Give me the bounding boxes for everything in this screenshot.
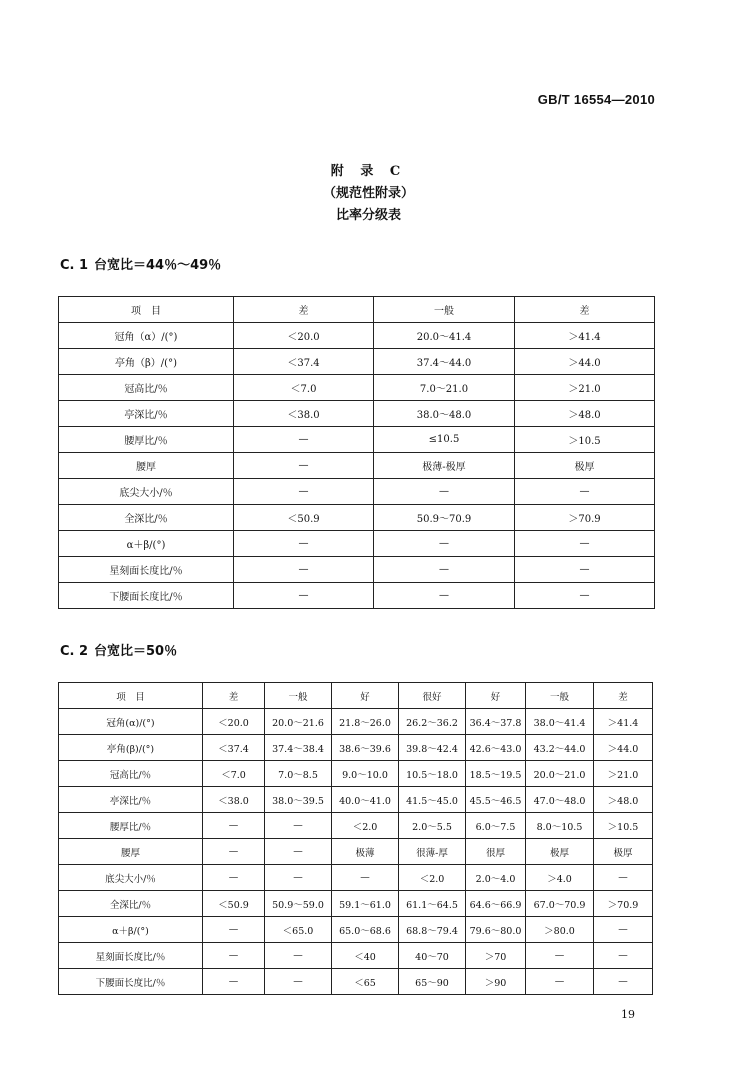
appendix-subtitle: （规范性附录） <box>322 186 414 201</box>
table1-cell: ＞44.0 <box>515 349 655 375</box>
table2-cell: 很薄-厚 <box>399 839 466 865</box>
table1-cell: — <box>234 427 374 453</box>
table2-cell: ＜2.0 <box>399 865 466 891</box>
table2-cell: ＜2.0 <box>332 813 399 839</box>
table1-row <box>59 453 655 479</box>
table2-cell: ＞48.0 <box>594 787 653 813</box>
table1-row-label: 下腰面长度比/％ <box>59 583 234 609</box>
table1-row <box>59 583 655 609</box>
table1-row-label: 腰厚 <box>59 453 234 479</box>
table1-row-label: 亭深比/％ <box>59 401 234 427</box>
table2-cell: 21.8～26.0 <box>332 709 399 735</box>
table1-cell: — <box>515 583 655 609</box>
table2-row-label: 冠角(α)/(°) <box>59 709 203 735</box>
table1-header-cell: 一般 <box>374 297 515 323</box>
table2-cell: ＜20.0 <box>203 709 265 735</box>
table2-cell: — <box>203 969 265 995</box>
table1-row-label: 底尖大小/％ <box>59 479 234 505</box>
table2-header-cell: 差 <box>203 683 265 709</box>
table2-cell: ＜40 <box>332 943 399 969</box>
table1-header-cell: 差 <box>234 297 374 323</box>
table2-cell: ＞21.0 <box>594 761 653 787</box>
table2-cell: 极厚 <box>526 839 594 865</box>
table2-cell: — <box>526 943 594 969</box>
table2-cell: 43.2～44.0 <box>526 735 594 761</box>
table2-cell: 50.9～59.0 <box>265 891 332 917</box>
table2-cell: 2.0～4.0 <box>466 865 526 891</box>
table1-cell: ＜7.0 <box>234 375 374 401</box>
table1-row <box>59 375 655 401</box>
page-number: 19 <box>621 1008 635 1021</box>
section-2-heading <box>60 640 177 659</box>
table1-cell: ＞41.4 <box>515 323 655 349</box>
table2-cell: — <box>203 865 265 891</box>
table2-cell: 79.6～80.0 <box>466 917 526 943</box>
table2-header-cell: 很好 <box>399 683 466 709</box>
table2-row <box>59 917 653 943</box>
table1-row <box>59 401 655 427</box>
table2-cell: 2.0～5.5 <box>399 813 466 839</box>
appendix-title: 附 录 C <box>330 164 407 179</box>
table2-cell: 67.0～70.9 <box>526 891 594 917</box>
table2-cell: 59.1～61.0 <box>332 891 399 917</box>
table2-cell: 很厚 <box>466 839 526 865</box>
section-1-heading <box>60 254 221 273</box>
table2-cell: — <box>203 839 265 865</box>
table1-row <box>59 349 655 375</box>
table2-cell: 36.4～37.8 <box>466 709 526 735</box>
table1-row-label: α＋β/(°) <box>59 531 234 557</box>
table2-cell: ＞70 <box>466 943 526 969</box>
table2-cell: 47.0～48.0 <box>526 787 594 813</box>
table2-row-label: 腰厚 <box>59 839 203 865</box>
table2-cell: ＞10.5 <box>594 813 653 839</box>
table2-header-cell: 好 <box>466 683 526 709</box>
table2-cell: 38.0～39.5 <box>265 787 332 813</box>
table2-cell: 68.8～79.4 <box>399 917 466 943</box>
table2-row-label: 底尖大小/％ <box>59 865 203 891</box>
table2-cell: ＜7.0 <box>203 761 265 787</box>
table1-row-label: 腰厚比/％ <box>59 427 234 453</box>
table2-cell: 38.6～39.6 <box>332 735 399 761</box>
table1-row-label: 冠高比/％ <box>59 375 234 401</box>
standard-code: GB/T 16554—2010 <box>537 92 655 107</box>
table1-cell: — <box>515 479 655 505</box>
table1-cell: — <box>515 531 655 557</box>
table2-cell: — <box>265 969 332 995</box>
table2-cell: 40.0～41.0 <box>332 787 399 813</box>
table2-row <box>59 761 653 787</box>
table1-cell: — <box>374 531 515 557</box>
table1-row <box>59 557 655 583</box>
table1-cell: — <box>374 557 515 583</box>
table2-cell: ＞70.9 <box>594 891 653 917</box>
section-2-title: 台宽比＝50％ <box>94 644 178 659</box>
table1-cell: — <box>234 531 374 557</box>
table2-cell: — <box>594 969 653 995</box>
table2-cell: 61.1～64.5 <box>399 891 466 917</box>
table2-cell: ＞44.0 <box>594 735 653 761</box>
table2-header-cell: 好 <box>332 683 399 709</box>
table1-cell: ＜38.0 <box>234 401 374 427</box>
table2-row <box>59 839 653 865</box>
table2-header-row <box>59 683 653 709</box>
table2-cell: 7.0～8.5 <box>265 761 332 787</box>
table2-cell: 8.0～10.5 <box>526 813 594 839</box>
table1-cell: ＜50.9 <box>234 505 374 531</box>
table1-row <box>59 323 655 349</box>
section-1-title: 台宽比＝44％～49％ <box>94 258 222 273</box>
table2-cell: — <box>265 839 332 865</box>
table2-row-label: 冠高比/％ <box>59 761 203 787</box>
table2-cell: 26.2～36.2 <box>399 709 466 735</box>
table1-cell: 38.0～48.0 <box>374 401 515 427</box>
ratio-table-2 <box>58 682 653 995</box>
section-1-number: C. 1 <box>60 258 89 273</box>
table2-cell: — <box>594 865 653 891</box>
table2-cell: — <box>265 865 332 891</box>
table2-cell: 39.8～42.4 <box>399 735 466 761</box>
table2-row-label: 星刻面长度比/％ <box>59 943 203 969</box>
table1-cell: ＞70.9 <box>515 505 655 531</box>
table2-cell: 64.6～66.9 <box>466 891 526 917</box>
table2-row-label: 全深比/％ <box>59 891 203 917</box>
table2-cell: 20.0～21.0 <box>526 761 594 787</box>
table2-row <box>59 891 653 917</box>
table1-cell: ＞48.0 <box>515 401 655 427</box>
table1-cell: — <box>234 479 374 505</box>
table1-cell: 7.0～21.0 <box>374 375 515 401</box>
table1-header-row <box>59 297 655 323</box>
table1-cell: — <box>234 557 374 583</box>
table1-row-label: 全深比/％ <box>59 505 234 531</box>
table2-cell: ＞4.0 <box>526 865 594 891</box>
table2-cell: 40～70 <box>399 943 466 969</box>
table1-header-cell: 项 目 <box>59 297 234 323</box>
table2-cell: 45.5～46.5 <box>466 787 526 813</box>
table2-cell: — <box>265 813 332 839</box>
table1-cell: — <box>234 583 374 609</box>
table2-cell: ＜50.9 <box>203 891 265 917</box>
table1-row <box>59 531 655 557</box>
table2-cell: — <box>332 865 399 891</box>
table1-cell: ＞10.5 <box>515 427 655 453</box>
table2-row-label: 下腰面长度比/％ <box>59 969 203 995</box>
table2-row <box>59 969 653 995</box>
table2-row <box>59 787 653 813</box>
table2-cell: — <box>203 813 265 839</box>
table2-cell: ＜65.0 <box>265 917 332 943</box>
table2-cell: ＞80.0 <box>526 917 594 943</box>
table2-row-label: 亭深比/％ <box>59 787 203 813</box>
table2-row-label: α＋β/(°) <box>59 917 203 943</box>
table1-row-label: 冠角（α）/(°) <box>59 323 234 349</box>
table2-header-cell: 一般 <box>265 683 332 709</box>
table1-cell: — <box>515 557 655 583</box>
table2-row <box>59 709 653 735</box>
table1-cell: ＜20.0 <box>234 323 374 349</box>
table2-cell: 6.0～7.5 <box>466 813 526 839</box>
table2-cell: — <box>203 943 265 969</box>
table1-cell: 20.0～41.4 <box>374 323 515 349</box>
table2-cell: 38.0～41.4 <box>526 709 594 735</box>
table2-cell: 极厚 <box>594 839 653 865</box>
table2-cell: 37.4～38.4 <box>265 735 332 761</box>
table2-cell: 20.0～21.6 <box>265 709 332 735</box>
table1-cell: 37.4～44.0 <box>374 349 515 375</box>
table2-row <box>59 943 653 969</box>
table2-cell: — <box>203 917 265 943</box>
table2-cell: — <box>526 969 594 995</box>
table1-row <box>59 505 655 531</box>
table2-row-label: 腰厚比/％ <box>59 813 203 839</box>
ratio-table-1 <box>58 296 655 609</box>
table2-row <box>59 813 653 839</box>
table1-row-label: 亭角（β）/(°) <box>59 349 234 375</box>
table1-row-label: 星刻面长度比/％ <box>59 557 234 583</box>
table1-header-cell: 差 <box>515 297 655 323</box>
table2-row-label: 亭角(β)/(°) <box>59 735 203 761</box>
table2-cell: 极薄 <box>332 839 399 865</box>
table1-cell: ≤10.5 <box>374 427 515 453</box>
table1-row <box>59 427 655 453</box>
table2-cell: 9.0～10.0 <box>332 761 399 787</box>
table2-header-cell: 一般 <box>526 683 594 709</box>
table1-cell: — <box>374 479 515 505</box>
table2-cell: ＞41.4 <box>594 709 653 735</box>
table2-cell: ＜38.0 <box>203 787 265 813</box>
table1-cell: — <box>374 583 515 609</box>
table2-row <box>59 735 653 761</box>
table1-cell: 极薄-极厚 <box>374 453 515 479</box>
table2-cell: 42.6～43.0 <box>466 735 526 761</box>
table2-cell: 10.5～18.0 <box>399 761 466 787</box>
table2-cell: ＜65 <box>332 969 399 995</box>
table2-header-cell: 差 <box>594 683 653 709</box>
table1-row <box>59 479 655 505</box>
appendix-name: 比率分级表 <box>335 208 401 223</box>
table1-cell: ＜37.4 <box>234 349 374 375</box>
table2-cell: ＜37.4 <box>203 735 265 761</box>
table2-cell: 18.5～19.5 <box>466 761 526 787</box>
table1-cell: — <box>234 453 374 479</box>
table2-row <box>59 865 653 891</box>
table2-cell: 65～90 <box>399 969 466 995</box>
table2-header-cell: 项 目 <box>59 683 203 709</box>
table1-cell: 50.9～70.9 <box>374 505 515 531</box>
table2-cell: 65.0～68.6 <box>332 917 399 943</box>
table2-cell: — <box>594 917 653 943</box>
table1-cell: 极厚 <box>515 453 655 479</box>
table2-cell: 41.5～45.0 <box>399 787 466 813</box>
table2-cell: ＞90 <box>466 969 526 995</box>
table1-cell: ＞21.0 <box>515 375 655 401</box>
section-2-number: C. 2 <box>60 644 89 659</box>
table2-cell: — <box>594 943 653 969</box>
table2-cell: — <box>265 943 332 969</box>
